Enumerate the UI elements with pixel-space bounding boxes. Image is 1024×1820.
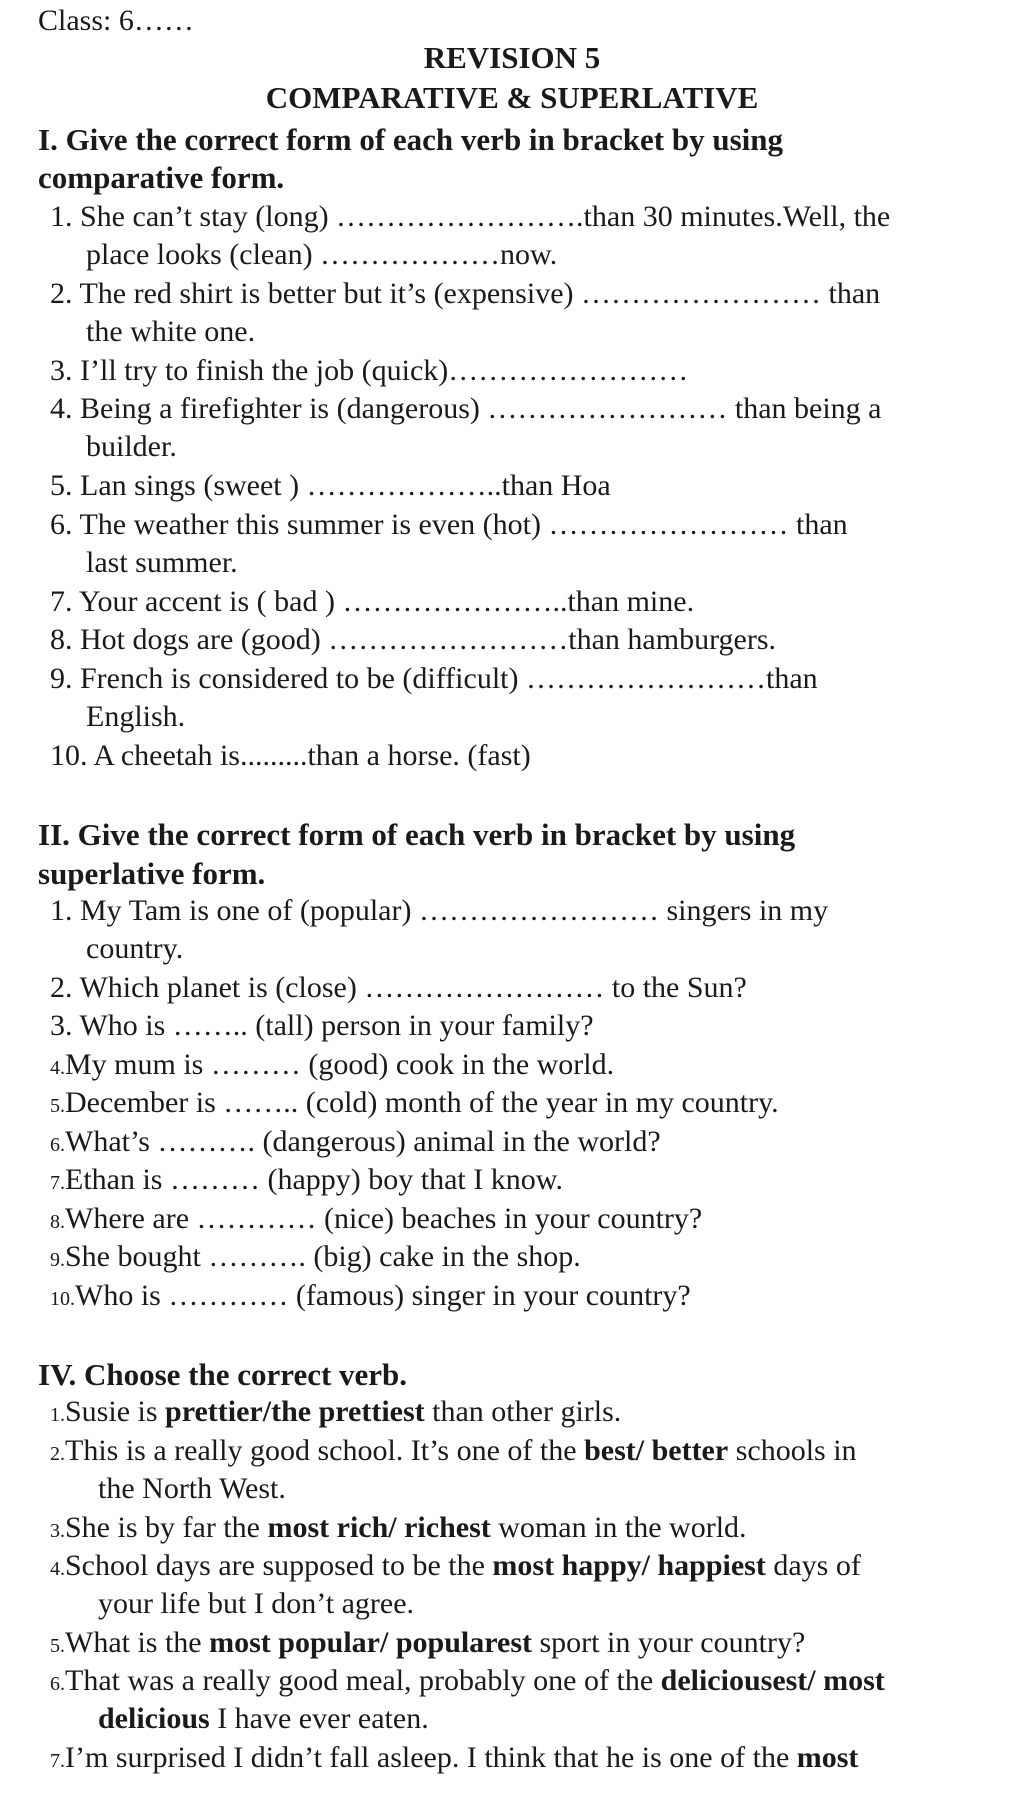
item-number: 5. [50,1095,65,1117]
s1-item-1-cont: place looks (clean) ………………now. [86,238,558,271]
item-text: My mum is ……… (good) cook in the world. [65,1048,615,1081]
item-number: 1. [50,1404,65,1426]
s2-item-5 [50,1084,779,1125]
item-text-a: I’m surprised I didn’t fall asleep. I think that he is one of the [65,1741,797,1774]
item-number: 2. [50,277,73,310]
s4-item-7 [50,1739,858,1780]
section1-heading-line2: comparative form. [38,160,285,195]
item-text: Being a firefighter is (dangerous) …………………… than being a [80,392,882,425]
s4-item-4-cont: your life but I don’t agree. [98,1587,415,1620]
item-number: 4. [50,1558,65,1580]
item-choice: deliciousest/ most [660,1664,885,1697]
item-number: 4. [50,392,73,425]
item-text-cont: I have ever eaten. [209,1702,429,1735]
item-text: A cheetah is.........than a horse. (fast) [93,739,531,772]
item-number: 10. [50,739,88,772]
item-choice-cont: delicious [98,1702,210,1735]
s4-item-6-cont [98,1700,429,1738]
item-number: 9. [50,662,73,695]
item-number: 6. [50,1673,65,1695]
item-number: 7. [50,585,73,618]
item-text: French is considered to be (difficult) ……………………than [80,662,818,695]
item-number: 1. [50,894,73,927]
s4-item-4 [50,1547,861,1588]
s1-item-4-cont: builder. [86,430,177,463]
item-number: 3. [50,1009,73,1042]
s1-item-9-cont: English. [86,700,186,733]
item-text: My Tam is one of (popular) …………………… singers in my [80,894,829,927]
s2-item-1-cont: country. [86,932,184,965]
s4-item-2 [50,1432,857,1473]
section4-heading: IV. Choose the correct verb. [38,1357,408,1392]
item-text: Who is …….. (tall) person in your family? [79,1009,594,1042]
item-text: She can’t stay (long) …………………….than 30 minutes.Well, the [80,200,891,233]
item-text: I’ll try to finish the job (quick)…………………… [80,354,689,387]
s2-item-3 [50,1007,594,1045]
s2-item-8 [50,1200,702,1241]
item-text: The red shirt is better but it’s (expensive) …………………… than [79,277,881,310]
item-text: Your accent is ( bad ) …………………..than mine. [78,585,695,618]
s2-item-1 [50,892,828,930]
s4-item-3 [50,1509,747,1550]
item-text-c: woman in the world. [490,1511,747,1544]
section2-heading-line1: II. Give the correct form of each verb in bracket by using [38,817,796,852]
item-number: 1. [50,200,73,233]
s1-item-8 [50,621,776,659]
item-number: 6. [50,1134,65,1156]
s1-item-3 [50,352,688,390]
s4-item-6 [50,1662,885,1703]
item-choice: most rich/ richest [267,1511,491,1544]
s2-item-7 [50,1161,563,1202]
item-text-c: sport in your country? [531,1626,806,1659]
item-text: The weather this summer is even (hot) …………………… than [79,508,848,541]
item-number: 3. [50,354,73,387]
s2-item-6 [50,1123,661,1164]
item-text-a: What is the [65,1626,210,1659]
item-text-a: She is by far the [65,1511,268,1544]
item-text: Ethan is ……… (happy) boy that I know. [65,1163,563,1196]
section2-heading-line2: superlative form. [38,856,266,891]
item-text: Where are ………… (nice) beaches in your country? [65,1202,703,1235]
s1-item-5 [50,467,611,505]
s4-item-5 [50,1624,805,1665]
item-text-c: days of [765,1549,861,1582]
item-text: December is …….. (cold) month of the year in my country. [65,1086,779,1119]
item-number: 8. [50,623,73,656]
item-choice: most popular/ popularest [209,1626,532,1659]
item-number: 5. [50,1635,65,1657]
item-text-c: than other girls. [424,1395,622,1428]
item-text: Which planet is (close) …………………… to the Sun? [79,971,747,1004]
s1-item-2 [50,275,880,313]
s1-item-1 [50,198,890,236]
s1-item-4 [50,390,881,428]
s1-item-6 [50,506,848,544]
item-text: Who is ………… (famous) singer in your country? [75,1279,691,1312]
s1-item-7 [50,583,694,621]
s1-item-10 [50,737,531,775]
item-choice: most [796,1741,859,1774]
item-text-a: Susie is [65,1395,166,1428]
item-number: 10. [50,1288,75,1310]
class-label: Class: 6…… [38,4,194,37]
s1-item-9 [50,660,818,698]
item-text-a: School days are supposed to be the [65,1549,493,1582]
s4-item-1 [50,1393,621,1434]
item-text: Hot dogs are (good) ……………………than hamburgers. [80,623,777,656]
item-choice: most happy/ happiest [492,1549,766,1582]
item-text-c: schools in [728,1434,857,1467]
item-text: She bought ………. (big) cake in the shop. [65,1240,581,1273]
item-text: What’s ………. (dangerous) animal in the world? [65,1125,661,1158]
section1-heading-line1: I. Give the correct form of each verb in bracket by using [38,122,784,157]
item-number: 6. [50,508,73,541]
s4-item-2-cont: the North West. [98,1472,286,1505]
item-choice: best/ better [584,1434,729,1467]
item-number: 7. [50,1172,65,1194]
item-number: 2. [50,1443,65,1465]
item-number: 8. [50,1211,65,1233]
item-number: 3. [50,1520,65,1542]
item-number: 7. [50,1750,65,1772]
page-title: REVISION 5 [423,40,601,75]
item-number: 4. [50,1057,65,1079]
item-number: 5. [50,469,73,502]
s2-item-4 [50,1046,614,1087]
s2-item-9 [50,1238,581,1279]
item-text-a: This is a really good school. It’s one of the [65,1434,585,1467]
page-subtitle: COMPARATIVE & SUPERLATIVE [265,80,759,115]
item-number: 9. [50,1249,65,1271]
item-text-a: That was a really good meal, probably one of the [65,1664,661,1697]
s1-item-2-cont: the white one. [86,315,256,348]
s2-item-2 [50,969,747,1007]
item-number: 2. [50,971,73,1004]
s1-item-6-cont: last summer. [86,546,238,579]
s2-item-10 [50,1277,691,1318]
item-text: Lan sings (sweet ) ………………..than Hoa [80,469,611,502]
item-choice: prettier/the prettiest [165,1395,425,1428]
